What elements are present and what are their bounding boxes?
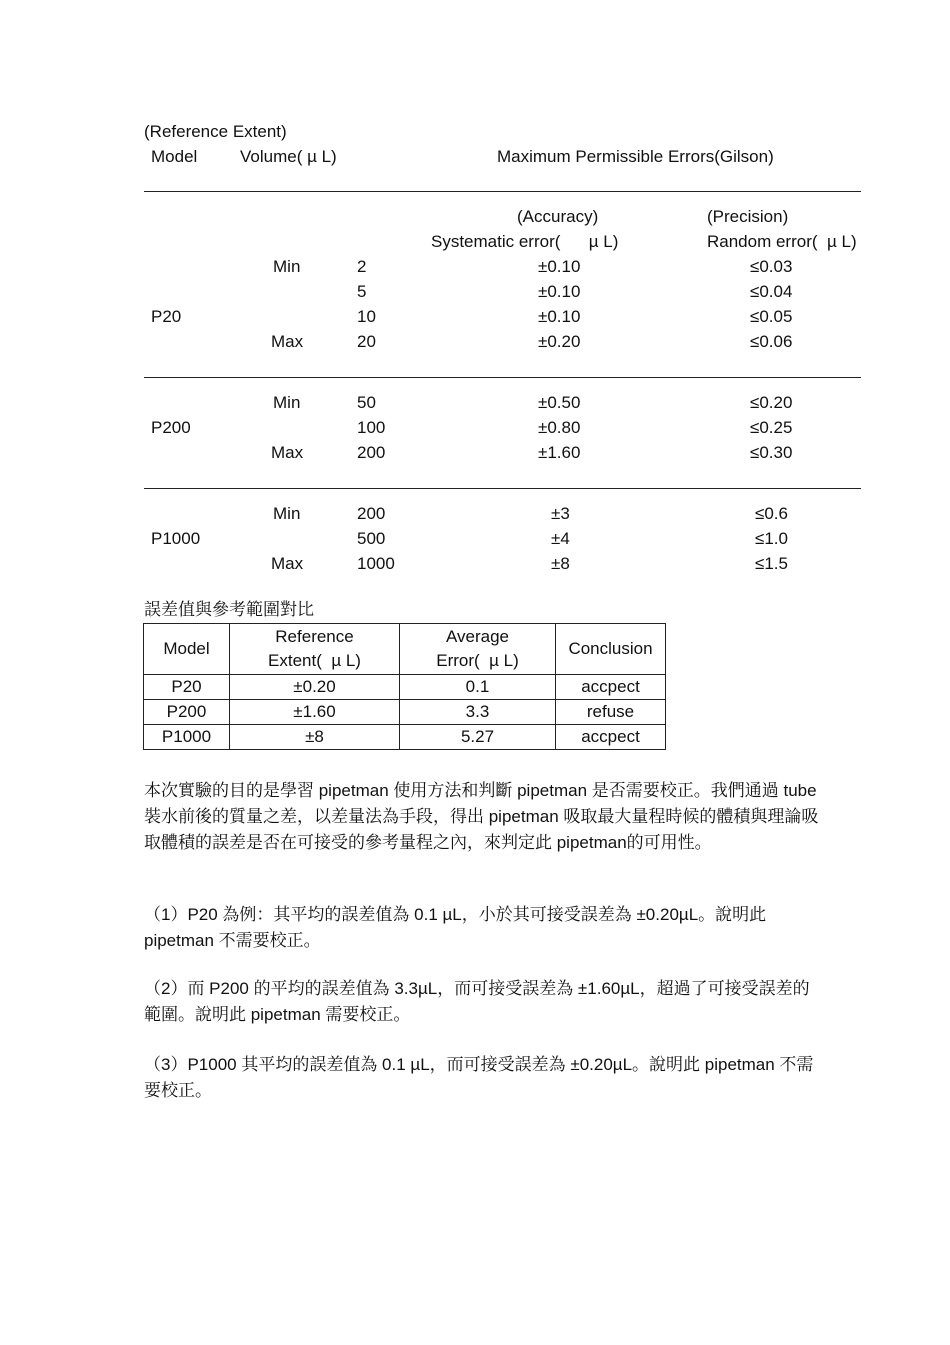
cmp-header-model: Model: [144, 624, 230, 675]
row-systematic: ±1.60: [538, 443, 581, 462]
row-volume: 100: [357, 418, 386, 437]
row-volume: 10: [357, 307, 376, 326]
group-divider-rule: [144, 488, 861, 489]
row-systematic: ±0.10: [538, 282, 581, 301]
row-random: ≤0.04: [750, 282, 793, 301]
comparison-header-row: [144, 624, 666, 675]
row-range: Max: [271, 443, 304, 462]
cmp-cell-avg: 5.27: [400, 725, 556, 750]
row-systematic: ±0.20: [538, 332, 581, 351]
comparison-table: [143, 623, 666, 750]
row-systematic: ±0.80: [538, 418, 581, 437]
cmp-cell-model: P20: [144, 675, 230, 700]
cmp-header-reference-line2: Extent( µ L): [268, 651, 361, 670]
cmp-cell-model: P1000: [144, 725, 230, 750]
cmp-cell-avg: 3.3: [400, 700, 556, 725]
cmp-header-average-line1: Average: [445, 627, 509, 646]
row-random: ≤0.03: [750, 257, 793, 276]
row-random: ≤0.6: [755, 504, 788, 523]
row-random: ≤1.0: [755, 529, 788, 548]
cmp-cell-ref: ±0.20: [230, 675, 400, 700]
group-model: P200: [151, 418, 191, 437]
row-random: ≤0.30: [750, 443, 793, 462]
row-range: Max: [271, 332, 304, 351]
col-header-volume: Volume( µ L): [240, 147, 337, 166]
group-model: P20: [151, 307, 182, 326]
row-random: ≤1.5: [755, 554, 788, 573]
group-model: P1000: [151, 529, 201, 548]
reference-extent-title: (Reference Extent): [144, 122, 287, 141]
row-random: ≤0.05: [750, 307, 793, 326]
row-random: ≤0.20: [750, 393, 793, 412]
row-systematic: ±0.10: [538, 307, 581, 326]
cmp-cell-avg: 0.1: [400, 675, 556, 700]
row-systematic: ±3: [551, 504, 570, 523]
table-row: [144, 675, 666, 700]
cmp-cell-conclusion: accpect: [556, 725, 666, 750]
row-systematic: ±8: [551, 554, 570, 573]
subheader-accuracy: (Accuracy): [517, 207, 599, 226]
row-volume: 2: [357, 257, 367, 276]
paragraph-p200: （2）而 P200 的平均的誤差值為 3.3µL，而可接受誤差為 ±1.60µL，超過了可接受誤差的範圍。說明此 pipetman 需要校正。: [144, 979, 810, 1024]
row-volume: 1000: [357, 554, 395, 573]
cmp-header-average: [400, 624, 556, 675]
row-random: ≤0.06: [750, 332, 793, 351]
row-random: ≤0.25: [750, 418, 793, 437]
row-volume: 200: [357, 504, 386, 523]
row-volume: 200: [357, 443, 386, 462]
col-header-model: Model: [151, 147, 198, 166]
paragraph-p1000: （3）P1000 其平均的誤差值為 0.1 µL，而可接受誤差為 ±0.20µL。說明此 pipetman 不需要校正。: [144, 1055, 814, 1100]
cmp-cell-conclusion: refuse: [556, 700, 666, 725]
subheader-random: Random error( µ L): [707, 232, 857, 251]
group-divider-rule: [144, 377, 861, 378]
row-volume: 20: [357, 332, 376, 351]
cmp-cell-ref: ±1.60: [230, 700, 400, 725]
subheader-systematic: Systematic error( µ L): [431, 232, 619, 251]
row-range: Max: [271, 554, 304, 573]
row-volume: 50: [357, 393, 376, 412]
cmp-header-reference: [230, 624, 400, 675]
paragraph-intro: 本次實驗的目的是學習 pipetman 使用方法和判斷 pipetman 是否需要校正。我們通過 tube 裝水前後的質量之差，以差量法為手段，得出 pipetman 吸取最大量程時候的體積與理論吸取體積的誤差是否在可接受的參考量程之內，來判定此 pipetman的可用性。: [144, 781, 819, 852]
comparison-title: 誤差值與參考範圍對比: [144, 600, 314, 619]
row-systematic: ±4: [551, 529, 570, 548]
col-header-mpe: Maximum Permissible Errors(Gilson): [497, 147, 774, 166]
subheader-precision: (Precision): [707, 207, 789, 226]
paragraph-p20: （1）P20 為例：其平均的誤差值為 0.1 µL，小於其可接受誤差為 ±0.20µL。說明此 pipetman 不需要校正。: [144, 905, 767, 950]
cmp-cell-ref: ±8: [230, 725, 400, 750]
cmp-header-conclusion: Conclusion: [556, 624, 666, 675]
row-volume: 500: [357, 529, 386, 548]
cmp-cell-model: P200: [144, 700, 230, 725]
cmp-header-reference-line1: Reference: [275, 627, 354, 646]
row-systematic: ±0.10: [538, 257, 581, 276]
cmp-cell-conclusion: accpect: [556, 675, 666, 700]
row-range: Min: [273, 504, 301, 523]
row-systematic: ±0.50: [538, 393, 581, 412]
row-range: Min: [273, 393, 301, 412]
table-row: [144, 700, 666, 725]
row-range: Min: [273, 257, 301, 276]
cmp-header-average-line2: Error( µ L): [436, 651, 519, 670]
row-volume: 5: [357, 282, 367, 301]
table-row: [144, 725, 666, 750]
table-top-rule: [144, 191, 861, 192]
